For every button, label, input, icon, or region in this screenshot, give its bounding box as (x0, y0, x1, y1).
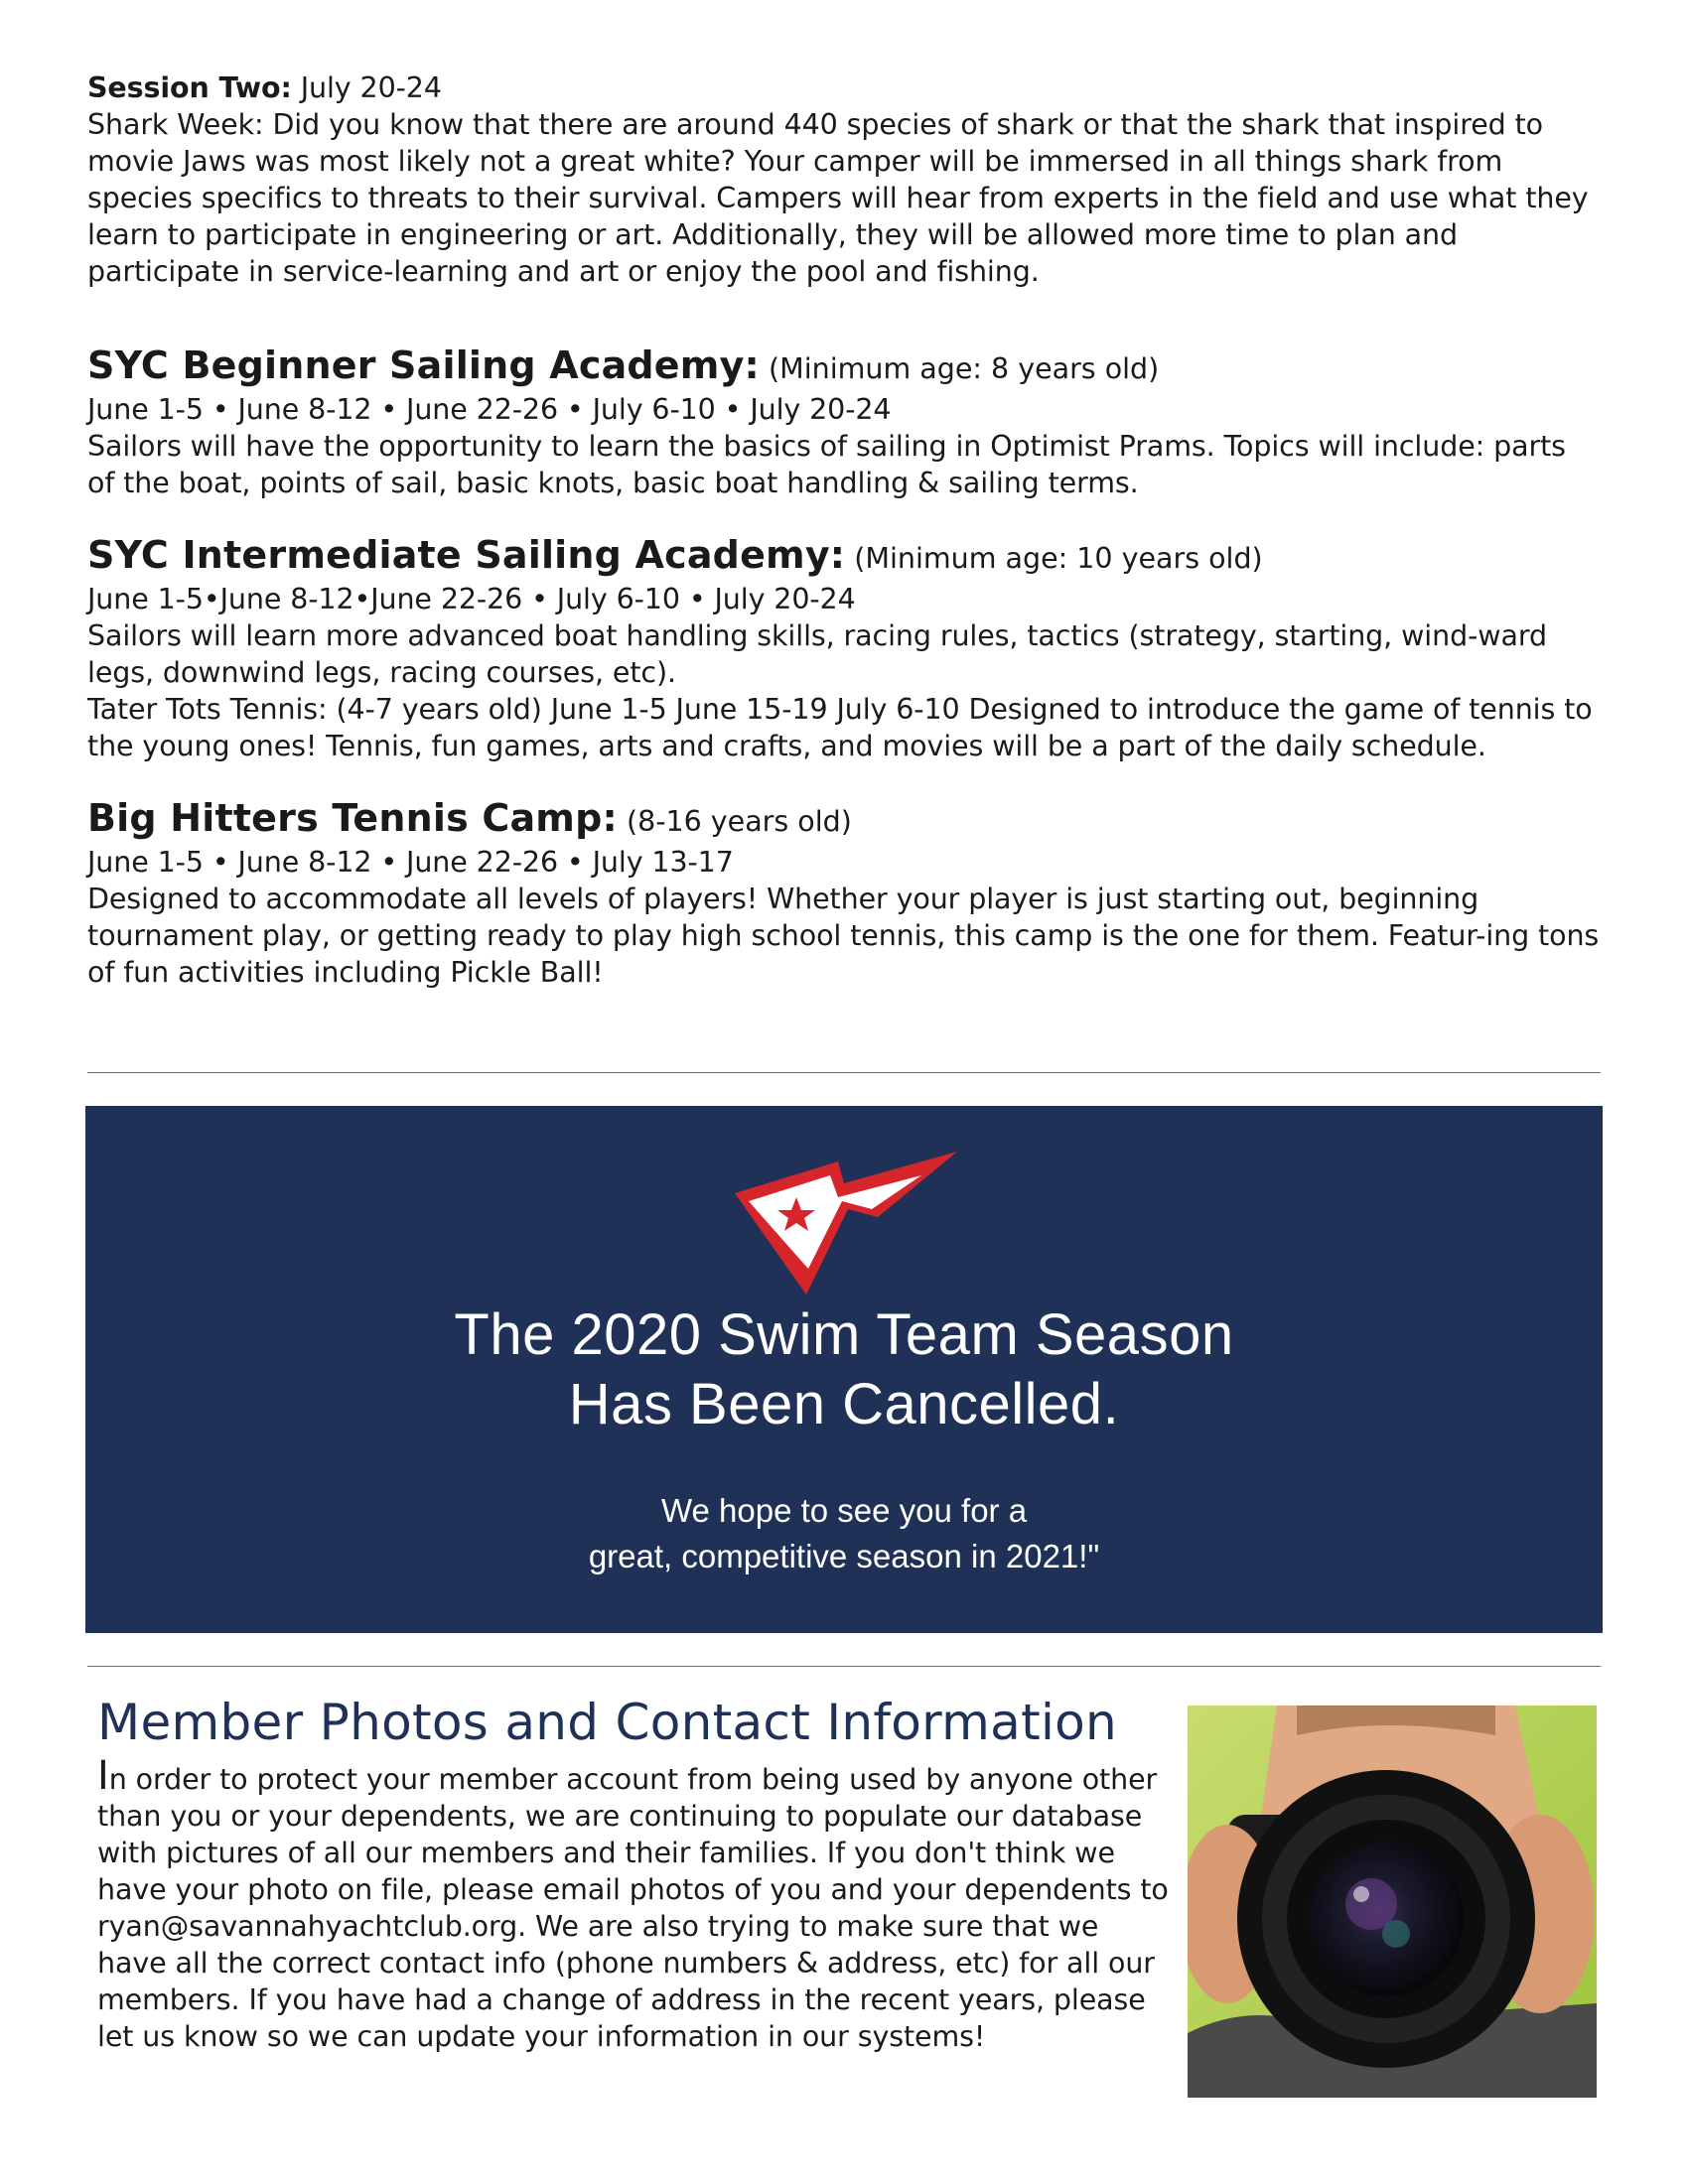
banner-sub-line2: great, competitive season in 2021!" (588, 1538, 1100, 1574)
camp-big-hitters-tennis (87, 796, 1601, 991)
camp-title: SYC Beginner Sailing Academy: (87, 343, 760, 387)
banner-sub-line1: We hope to see you for a (660, 1492, 1028, 1529)
camp-dates: June 1-5•June 8-12•June 22-26 • July 6-10 • July 20-24 (87, 583, 856, 615)
section-body-text: n order to protect your member account from being used by anyone other than you or your dependents, we are continuing to populate our database with pictures of all our members and their families. If you don't think we have your photo on file, please email photos of you and your dependents to ryan@savannahyachtclub.org. We are also trying to make sure that we have all the correct contact info (phone numbers & address, etc) for all our members. If you have had a change of address in the recent years, please let us know so we can update your information in our systems! (97, 1763, 1169, 2053)
photographer-camera-photo (1188, 1706, 1597, 2098)
session-dates: July 20-24 (291, 71, 442, 104)
camp-dates: June 1-5 • June 8-12 • June 22-26 • July 6-10 • July 20-24 (87, 393, 892, 426)
section-title: Member Photos and Contact Information (97, 1694, 1118, 1751)
photographer-image (1188, 1706, 1597, 2098)
camp-title: Big Hitters Tennis Camp: (87, 796, 618, 840)
banner-subtext (85, 1488, 1603, 1579)
divider-top (87, 1072, 1601, 1073)
camp-age: (8-16 years old) (617, 805, 852, 838)
session-label: Session Two: (87, 71, 292, 104)
camp-dates: June 1-5 • June 8-12 • June 22-26 • July 13-17 (87, 846, 734, 879)
camp-description: Sailors will have the opportunity to learn the basics of sailing in Optimist Prams. Topics will include: parts of the boat, points of sail, basic knots, basic boat handling & sailing terms. (87, 430, 1566, 499)
session-description: Shark Week: Did you know that there are around 440 species of shark or that the shark that inspired to movie Jaws was most likely not a great white? Your camper will be immersed in all things shark from species specifics to threats to their survival. Campers will hear from experts in the field and use what they learn to participate in engineering or art. Additionally, they will be allowed more time to plan and participate in service-learning and art or enjoy the pool and fishing. (87, 108, 1589, 288)
camp-title: SYC Intermediate Sailing Academy: (87, 533, 846, 577)
dropcap: I (97, 1753, 109, 1799)
banner-headline (85, 1300, 1603, 1439)
camp-age: (Minimum age: 10 years old) (845, 542, 1263, 575)
camp-age: (Minimum age: 8 years old) (759, 352, 1160, 385)
swim-season-banner (85, 1106, 1603, 1633)
camp-tater-tots-tennis: Tater Tots Tennis: (4-7 years old) June 1-5 June 15-19 July 6-10 Designed to introduce the game of tennis to the young ones! Tennis, fun games, arts and crafts, and movies will be a part of the daily schedule. (87, 693, 1593, 762)
banner-headline-line2: Has Been Cancelled. (568, 1372, 1120, 1436)
banner-headline-line1: The 2020 Swim Team Season (454, 1302, 1234, 1367)
member-photos-section (97, 1690, 1170, 2055)
camp-beginner-sailing (87, 343, 1601, 501)
divider-bottom (87, 1666, 1601, 1667)
camp-description: Designed to accommodate all levels of players! Whether your player is just starting out, beginning tournament play, or getting ready to play high school tennis, this camp is the one for them. Featur-ing tons of fun activities including Pickle Ball! (87, 883, 1600, 989)
burgee-flag-icon (731, 1152, 959, 1296)
section-body (97, 1753, 1170, 2055)
camp-intermediate-sailing (87, 533, 1601, 764)
camp-listings (87, 69, 1601, 991)
session-two (87, 69, 1601, 290)
camp-description: Sailors will learn more advanced boat handling skills, racing rules, tactics (strategy, starting, wind-ward legs, downwind legs, racing courses, etc). (87, 619, 1547, 689)
